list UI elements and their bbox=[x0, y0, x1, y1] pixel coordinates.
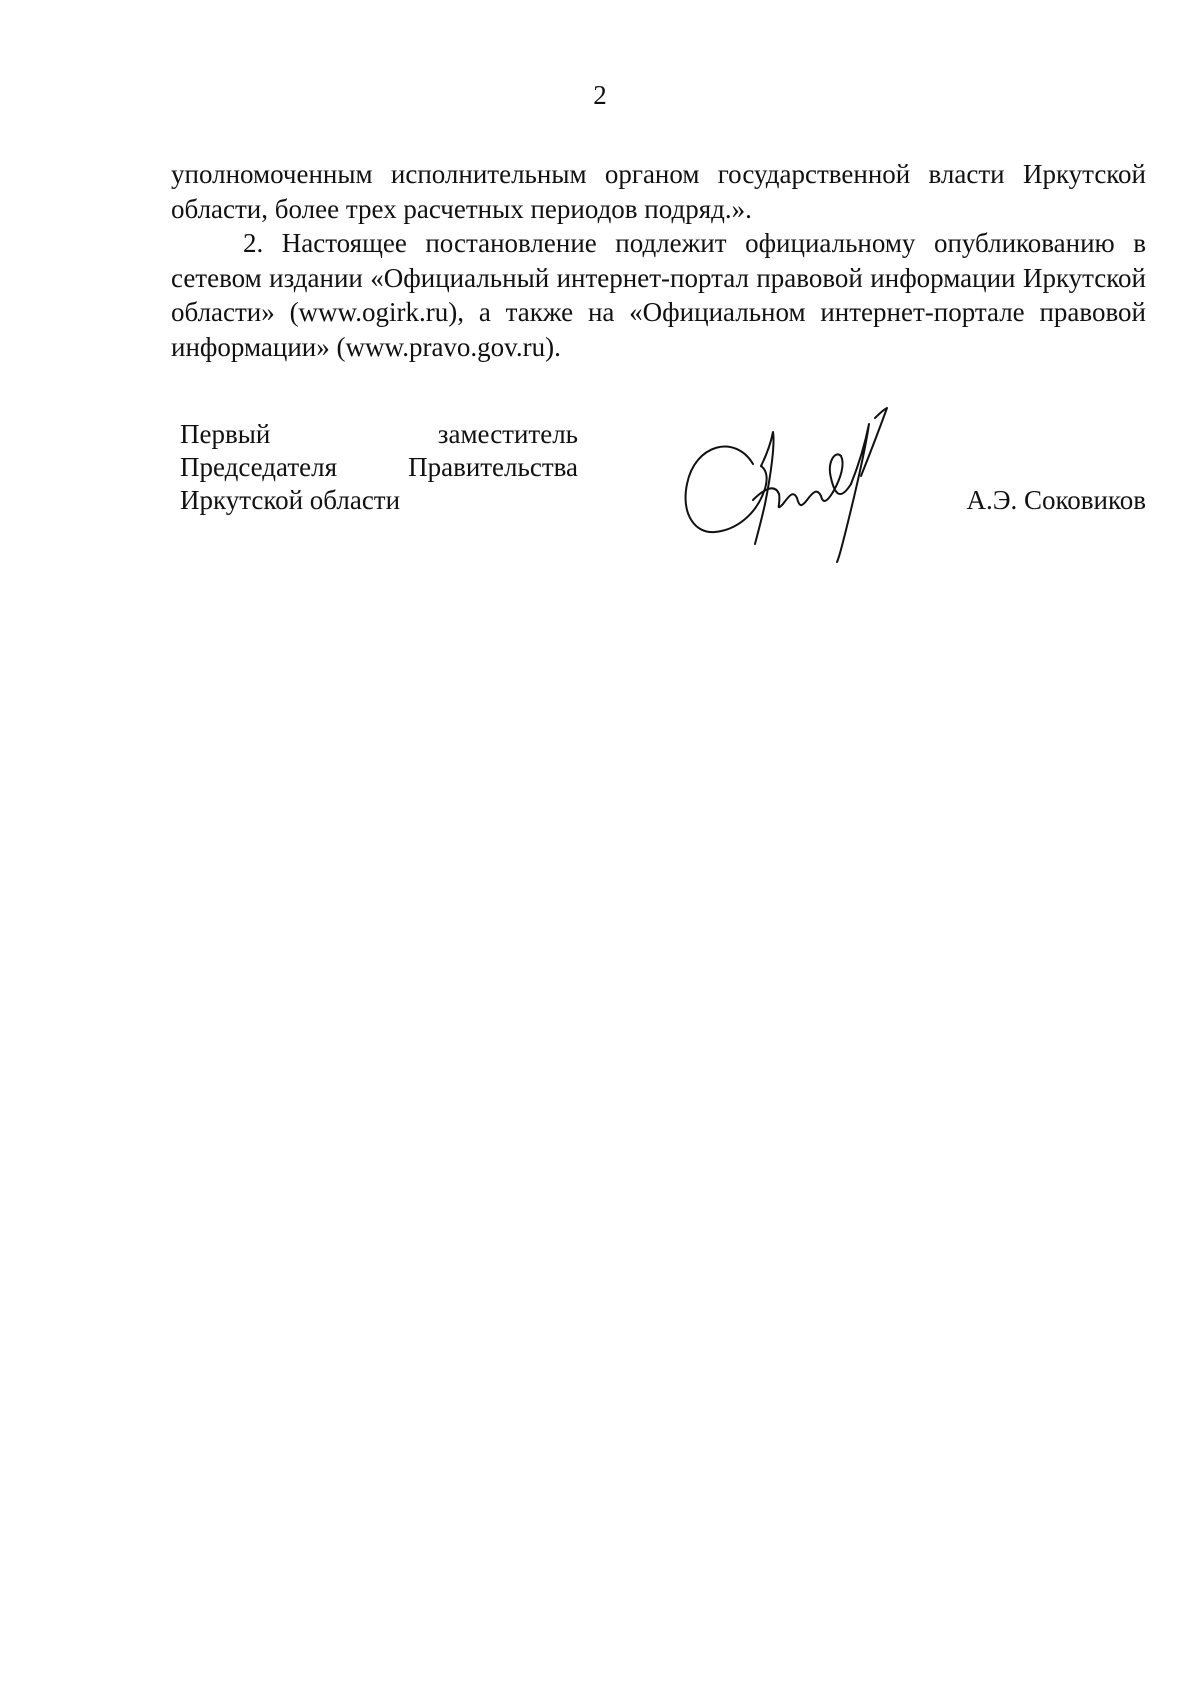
body-paragraph-continuation: уполномоченным исполнительным органом государственной власти Иркутской области, более трех расчетных периодов подряд.». bbox=[171, 159, 1146, 224]
body-paragraph-publication: 2. Настоящее постановление подлежит официальному опубликованию в сетевом издании «Официальный интернет-портал правовой информации Иркутской области» (www.ogirk.ru), а также на «Официальном интернет-портале правовой информации» (www.pravo.gov.ru). bbox=[171, 228, 1146, 362]
signer-position-line: Первый заместитель bbox=[180, 419, 578, 449]
signer-name: А.Э. Соковиков bbox=[966, 485, 1146, 515]
document-body bbox=[171, 157, 1146, 364]
handwritten-signature-icon bbox=[675, 404, 915, 564]
signature-block bbox=[180, 418, 1146, 558]
signer-position bbox=[180, 418, 578, 517]
signer-position-line: Председателя Правительства bbox=[180, 452, 578, 482]
page-number: 2 bbox=[593, 80, 607, 110]
signer-position-line: Иркутской области bbox=[180, 485, 401, 515]
